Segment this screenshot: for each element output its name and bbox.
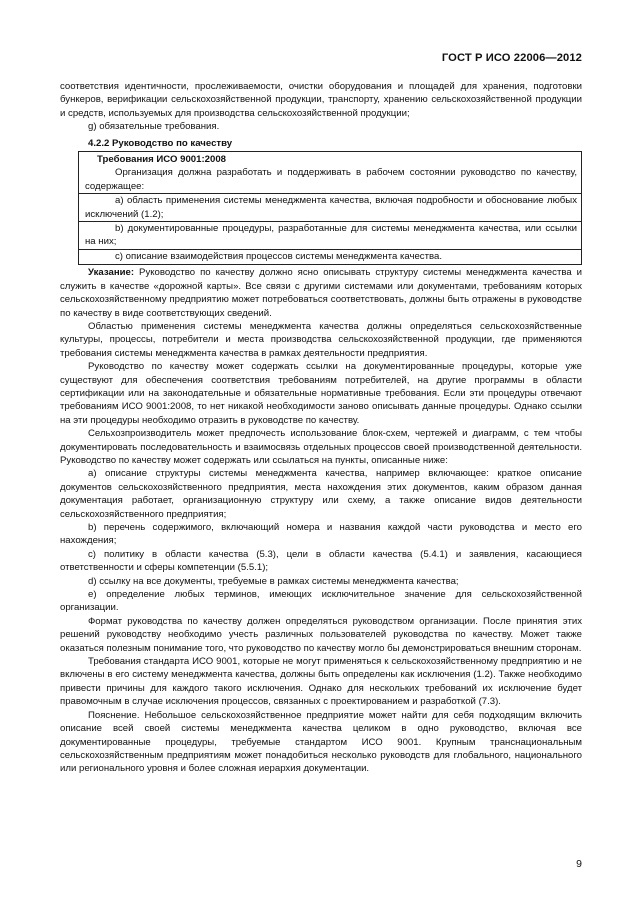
list-item: d) ссылку на все документы, требуемые в рамках системы менеджмента качества; [88, 575, 459, 587]
requirements-item: а) область применения системы менеджмента качества, включая подробности и обоснование любых исключений (1.2); [85, 195, 577, 220]
page-content [60, 80, 582, 776]
list-item: а) описание структуры системы менеджмента качества, например включающее: краткое описание документов сельскохозяйственного предприятия, места нахождения этих документов, каким образом данная документация работает, организационную структуру или схему, а также описание видов деятельности сельскохозяйственного предприятия; [60, 468, 582, 520]
explanation-paragraph: Пояснение. Небольшое сельскохозяйственное предприятие может найти для себя подходящим включить описание всей своей системы менеджмента качества целиком в одно руководство, включая все документированные процедуры, требуемые стандартом ИСО 9001. Крупным транснациональным сельскохозяйственным предприятиям может понадобиться несколько руководств для глобального, национального или регионального уровня и более сложная иерархия документации. [60, 709, 582, 775]
requirements-box [78, 151, 582, 265]
document-code-header: ГОСТ Р ИСО 22006—2012 [441, 52, 582, 64]
body-paragraph: Сельхозпроизводитель может предпочесть использование блок-схем, чертежей и диаграмм, с тем чтобы документировать последовательность и взаимосвязь отдельных процессов своей производственной деятельности. Руководство по качеству может содержать или ссылаться на пункты, описанные ниже: [60, 428, 582, 466]
requirements-box-intro: Организация должна разработать и поддерживать в рабочем состоянии руководство по качеству, содержащее: [85, 167, 577, 192]
list-item: b) перечень содержимого, включающий номера и названия каждой части руководства и место его нахождения; [60, 522, 582, 547]
guidance-paragraph [60, 266, 582, 320]
body-paragraph: Формат руководства по качеству должен определяться руководством организации. После принятия этих решений руководству необходимо учесть различных пользователей руководства по качеству. Может также оказаться полезным понимание того, что руководство по качеству могло бы демонстрироваться внешним сторонам. [60, 615, 582, 654]
body-paragraph: Областью применения системы менеджмента качества должны определяться сельскохозяйственные культуры, процессы, потребители и места производства сельскохозяйственной продукции, где применяются требования системы менеджмента качества в рамках деятельности предприятия. [60, 320, 582, 359]
requirements-item: b) документированные процедуры, разработанные для системы менеджмента качества, или ссылки на них; [85, 223, 577, 248]
page-number: 9 [576, 858, 582, 870]
list-item: c) политику в области качества (5.3), цели в области качества (5.4.1) и заявления, касающиеся ответственности и сферы компетенции (5.5.1); [60, 548, 582, 574]
continued-paragraph: соответствия идентичности, прослеживаемости, очистки оборудования и площадей для хранения, подготовки бункеров, верификации сельскохозяйственной продукции, транспорту, хранению сельскохозяйственной продукции и средств, используемых для производства сельскохозяйственной продукции; [60, 81, 582, 119]
list-item: e) определение любых терминов, имеющих исключительное значение для сельскохозяйственной организации. [60, 589, 582, 614]
section-heading: 4.2.2 Руководство по качеству [88, 137, 233, 149]
requirements-item: с) описание взаимодействия процессов системы менеджмента качества. [115, 250, 442, 262]
guidance-label: Указание: [88, 267, 135, 279]
requirements-box-row [79, 193, 581, 221]
requirements-box-row [79, 221, 581, 249]
guidance-text: Руководство по качеству должно ясно описывать структуру системы менеджмента качества и служить в качестве «дорожной карты». Все связи с другими системами или документами, требованиям которых сельскохозяйственному предприятию может потребоваться соответствовать, должны быть отражены в руководстве по качеству в виде соответствующих сведений. [60, 267, 582, 319]
requirements-box-row [79, 249, 581, 263]
body-paragraph: Руководство по качеству может содержать ссылки на документированные процедуры, которые уже существуют для обеспечения соответствия требованиям потребителей, на другие программы в области сертификации или на законодательные и обязательные нормативные требования. Если эти процедуры отвечают требованиям ИСО 9001:2008, то нет никакой необходимости заново описывать данные процедуры. Однако ссылки на эти процедуры необходимо отразить в руководстве по качеству. [60, 361, 582, 426]
list-item-g: g) обязательные требования. [88, 121, 220, 133]
requirements-box-title: Требования ИСО 9001:2008 [97, 154, 227, 166]
body-paragraph: Требования стандарта ИСО 9001, которые не могут применяться к сельскохозяйственному предприятию и не включены в его систему менеджмента качества, должны быть определены как исключения (1.2). Также необходимо привести причины для каждого такого исключения. Однако для нескольких требований их исключение будет правомочным в случае исключения процессов, связанных с проектированием и разработкой (7.3). [60, 656, 582, 708]
